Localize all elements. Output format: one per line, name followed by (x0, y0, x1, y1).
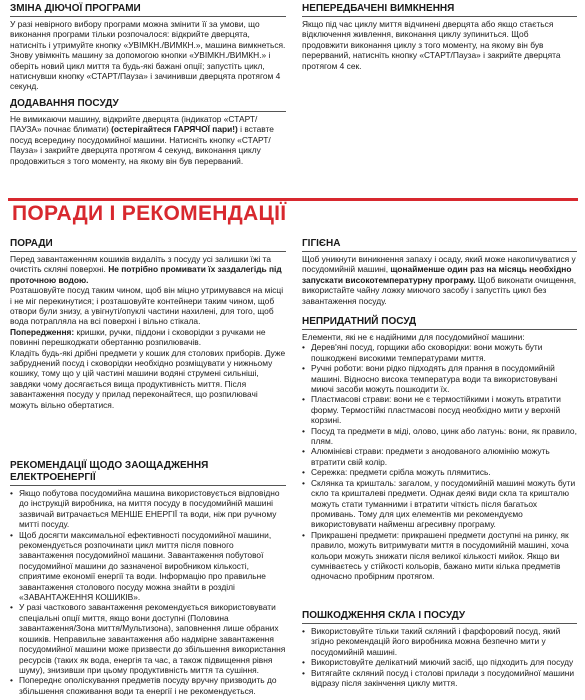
hygiene-text: Щоб уникнути виникнення запаху і осаду, який може накопичуватися у посудомийній машині, щонайменше один раз на місяць необхідно запускати високотемпературну програму. Щоб виконати очищення, використайте чайну ложку миючого засобу і запустіть цикл без завантаження посуду. (302, 254, 577, 306)
title-rule (8, 198, 578, 201)
damage-section (302, 610, 577, 688)
unsuitable-item: • Склянка та кришталь: загалом, у посудомийній машині можуть бути скло та кришталеві предмети. Однак деякі види скла та кришталю можуть стати туманними і втратити чіткість після багатьох промивань. Тому для цих елементів ми рекомендуємо використовувати найменш агресивну програму. (302, 478, 577, 530)
unsuitable-item: • Сережка: предмети срібла можуть плямитись. (302, 467, 577, 477)
add-dishes-text: Не вимикаючи машину, відкрийте дверцята (індикатор «СТАРТ/ПАУЗА» почнає блимати) (остерігайтеся ГАРЯЧОЇ пари!) і вставте посуд всередину посудомийної машини. Натисніть кнопку «СТАРТ/Пауза» і закрийте дверцята протягом 4 секунд, виконання циклу продовжиться з того моменту, на якому він був перерваний. (10, 114, 274, 166)
change-program-section (10, 3, 286, 92)
tips-paragraph-2: Розташовуйте посуд таким чином, щоб він міцно утримувався на місці і не міг перекинутися; і розташовуйте контейнери таким чином, щоб отвори були знизу, а увігнуті/опуклі частини нахилені, для того, щоб вода потрапляла на всі поверхні і вільно стікала. (10, 285, 284, 327)
unsuitable-section (302, 316, 577, 582)
change-program-text: У разі невірного вибору програми можна змінити її за умови, що виконання програми тільки розпочалося: відкрийте дверцята, натисніть і утримуйте кнопку «УВІМКН./ВИМКН.», машина вимкнеться. Знову увімкніть машину за допомогою кнопки «УВІМКН./ВИМКН.» і оберіть новий цикл миття та будь-які бажані опції; запустіть цикл, натиснувши кнопку «СТАРТ/Пауза» і зачинивши дверцята протягом 4 секунд. (10, 19, 286, 92)
energy-item: • Якщо побутова посудомийна машина використовується відповідно до інструкцій виробника, на миття посуду в посудомийній машині зазвичай витрачається МЕНШЕ ЕНЕРГІЇ та води, ніж при ручному митті посуду. (10, 488, 286, 530)
unsuitable-item: • Дерев'яні посуд, горщики або сковорідки: вони можуть бути пошкоджені високими температурами миття. (302, 342, 577, 363)
energy-list (10, 488, 286, 696)
unsuitable-heading: НЕПРИДАТНИЙ ПОСУД (302, 316, 577, 330)
tips-paragraph-4: Кладіть будь-які дрібні предмети у кошик для столових приборів. Дуже забруднений посуд і сковорідки необхідно розміщувати у нижньому кошику, тому що у цій частині машини водяні струмені сильніші, завдяки чому досягається вища продуктивність миття. Після завантаження посуду у прилад переконайтеся, що розпилювачі можуть вільно обертатися. (10, 347, 286, 410)
interruption-section (302, 3, 577, 71)
page-title: ПОРАДИ І РЕКОМЕНДАЦІЇ (12, 202, 287, 225)
unsuitable-item: • Пластмасові страви: вони не є термостійкими і можуть втратити форму. Термостійкі пластмасові посуд необхідно мити у верхній корзині. (302, 394, 577, 425)
unsuitable-item: • Ручні роботи: вони рідко підходять для прання в посудомийній машині. Відносно висока температура води та використовувані миючі засоби можуть пошкодити їх. (302, 363, 577, 394)
interruption-heading: НЕПЕРЕДБАЧЕНІ ВИМКНЕННЯ (302, 3, 577, 17)
damage-heading: ПОШКОДЖЕННЯ СКЛА І ПОСУДУ (302, 610, 577, 624)
tips-heading: ПОРАДИ (10, 238, 286, 252)
unsuitable-list (302, 342, 577, 581)
interruption-text: Якщо під час циклу миття відчинені дверцята або якщо стається відключення живлення, виконання циклу зупиниться. Щоб продовжити виконання циклу з того моменту, на якому він був перерваний, натисніть кнопку «СТАРТ/Пауза» і закрийте дверцята протягом 4 сек. (302, 19, 561, 71)
change-program-heading: ЗМІНА ДІЮЧОЇ ПРОГРАМИ (10, 3, 286, 17)
damage-item: • Використовуйте делікатний миючий засіб, що підходить для посуду (302, 657, 577, 667)
tips-warning: Попередження: кришки, ручки, піддони і сковорідки з ручками не повинні перешкоджати обертанню розпилювачів. (10, 326, 266, 348)
damage-list (302, 626, 577, 688)
unsuitable-item: • Посуд та предмети в міді, олово, цинк або латунь: вони, як правило, плям. (302, 426, 577, 447)
unsuitable-intro: Елементи, які не є надійними для посудомийної машини: (302, 332, 525, 342)
energy-section (10, 460, 286, 696)
unsuitable-item: • Прикрашені предмети: прикрашені предмети доступні на ринку, як правило, можуть витримувати миття в посудомийній машині, хоча кольори можуть знижати після великої кількості мийок. Якщо ви сумніваєтесь у стійкості кольорів, бажано мити кілька предметів одночасно пробірним протягом. (302, 530, 577, 582)
energy-item: • Щоб досягти максимальної ефективності посудомийної машини, рекомендується розпочинати цикл миття після повного завантаження посудомийної машини. Завантаження побутової посудомийної машини до зазначеної виробником кількості, сприятиме економії енергії та води. Інформацію про правильне завантаження столового посуду можна знайти в розділі «ЗАВАНТАЖЕННЯ КОШИКІВ». (10, 530, 286, 603)
hygiene-section (302, 238, 577, 306)
tips-paragraph-1: Перед завантаженням кошиків видаліть з посуду усі залишки їжі та очистіть склянi поверхні. Не потрібно промивати їх заздалегідь під проточною водою. (10, 254, 282, 285)
energy-item: • У разі часткового завантаження рекомендується використовувати спеціальні опції миття, якщо вони доступні (Половина завантаження/Зона миття/Мультизона), заповнення лише обраних кошиків. Неправильне завантаження або надмірне завантаження посудомийної машини може призвести до збільшення використання ресурсів (таких як вода, енергія та час, а також підвищення рівня шуму), знизивши при цьому продуктивність миття та сушіння. (10, 602, 286, 675)
unsuitable-item: • Алюмінієві страви: предмети з анодованого алюмінію можуть втратити свій колір. (302, 446, 577, 467)
damage-item: • Використовуйте тільки такий скляний і фарфоровий посуд, який згідно рекомендацій його виробника можна безпечно мити у посудомийній машині. (302, 626, 577, 657)
add-dishes-heading: ДОДАВАННЯ ПОСУДУ (10, 98, 286, 112)
damage-item: • Витягайте скляний посуд і столові прилади з посудомийної машини відразу після закінчення циклу миття. (302, 668, 577, 689)
hygiene-heading: ГІГІЄНА (302, 238, 577, 252)
tips-section (10, 238, 286, 410)
add-dishes-section (10, 98, 286, 166)
energy-item: • Попереднє ополіскування предметів посуду вручну призводить до збільшення споживання води та енергії і не рекомендується. (10, 675, 286, 696)
energy-heading: РЕКОМЕНДАЦІЇ ЩОДО ЗАОЩАДЖЕННЯ ЕЛЕКТРОЕНЕРГІЇ (10, 460, 286, 486)
